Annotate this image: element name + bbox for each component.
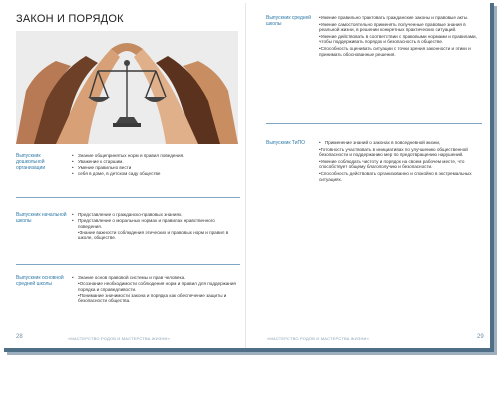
section-label: Выпускник начальной школы	[16, 212, 67, 224]
section-items	[319, 140, 477, 183]
section-label: Выпускник дошкольной организации	[16, 153, 46, 171]
list-item: • Знание общепринятых норм и правил поведения.	[72, 153, 240, 159]
list-item: •Способность действовать организованно и спокойно в экстремальных ситуациях.	[319, 170, 472, 182]
page-number: 29	[477, 334, 484, 340]
list-item: • Умение правильно вести	[72, 165, 240, 171]
section-label: Выпускник ТиПО	[266, 140, 306, 146]
section-items	[319, 15, 477, 58]
list-item: • Применение знаний о законах в повседневной жизни,	[319, 140, 477, 146]
list-item: •Знание важности соблюдения этических и правовых норм и правил в школе, обществе.	[78, 229, 229, 241]
list-item: • Уважение к старшим.	[72, 159, 240, 165]
page-number: 28	[16, 334, 23, 340]
page-title: ЗАКОН И ПОРЯДОК	[16, 13, 124, 25]
right-page	[249, 3, 490, 348]
section-items	[72, 212, 240, 241]
scales-of-justice-photo	[16, 31, 238, 144]
section-divider	[16, 264, 240, 265]
list-item: •Способность оценивать ситуации с точки зрения законности и этики и принимать обоснованные решения.	[319, 45, 471, 57]
booklet-spread	[4, 3, 494, 352]
list-item: • Представление о моральных нормах и правилах нравственного поведения.	[72, 218, 240, 229]
list-item: • Представление о гражданско-правовых знаниях.	[72, 212, 240, 218]
section-label: Выпускник средней школы	[266, 15, 312, 27]
list-item: • себя в доме, в детском саду обществе	[72, 171, 240, 177]
list-item: •Умение действовать в соответствии с правовыми нормами и правилами, чтобы поддерживать порядок и безопасность в обществе.	[319, 33, 477, 45]
page-footer: «МАСТЕРСТВО РОДОВ И МАСТЕРСТВА ЖИЗНИ»	[68, 336, 171, 341]
list-item: •Умение правильно трактовать гражданские законы и правовые акты.	[319, 15, 469, 20]
left-page	[4, 3, 244, 348]
section-items	[72, 275, 240, 304]
page-gutter	[245, 3, 246, 348]
section-items	[72, 153, 240, 177]
section-divider	[16, 197, 240, 198]
section-divider	[266, 123, 482, 124]
list-item: •Понимание значимости закона и порядка как обеспечение защиты и безопасности общества.	[78, 292, 227, 304]
list-item: •Готовность участвовать в инициативах по улучшению общественной безопасности и поддержанию мер по предотвращению нарушений.	[319, 146, 468, 158]
page-footer: «МАСТЕРСТВО РОДОВ И МАСТЕРСТВА ЖИЗНИ»	[267, 336, 370, 341]
list-item: • Знание основ правовой системы и прав человека.	[72, 275, 240, 281]
section-label: Выпускник основной средней школы	[16, 275, 64, 287]
list-item: •Умение самостоятельно применять полученные правовые знания в реальной жизни, в решении конкретных практических ситуаций.	[319, 21, 466, 33]
list-item: •Умение соблюдать чистоту и порядок на своем рабочем месте, что способствует общему благополучию и безопасности.	[319, 158, 465, 170]
list-item: •Осознание необходимости соблюдения норм и правил для поддержания порядка и справедливости.	[78, 281, 236, 292]
